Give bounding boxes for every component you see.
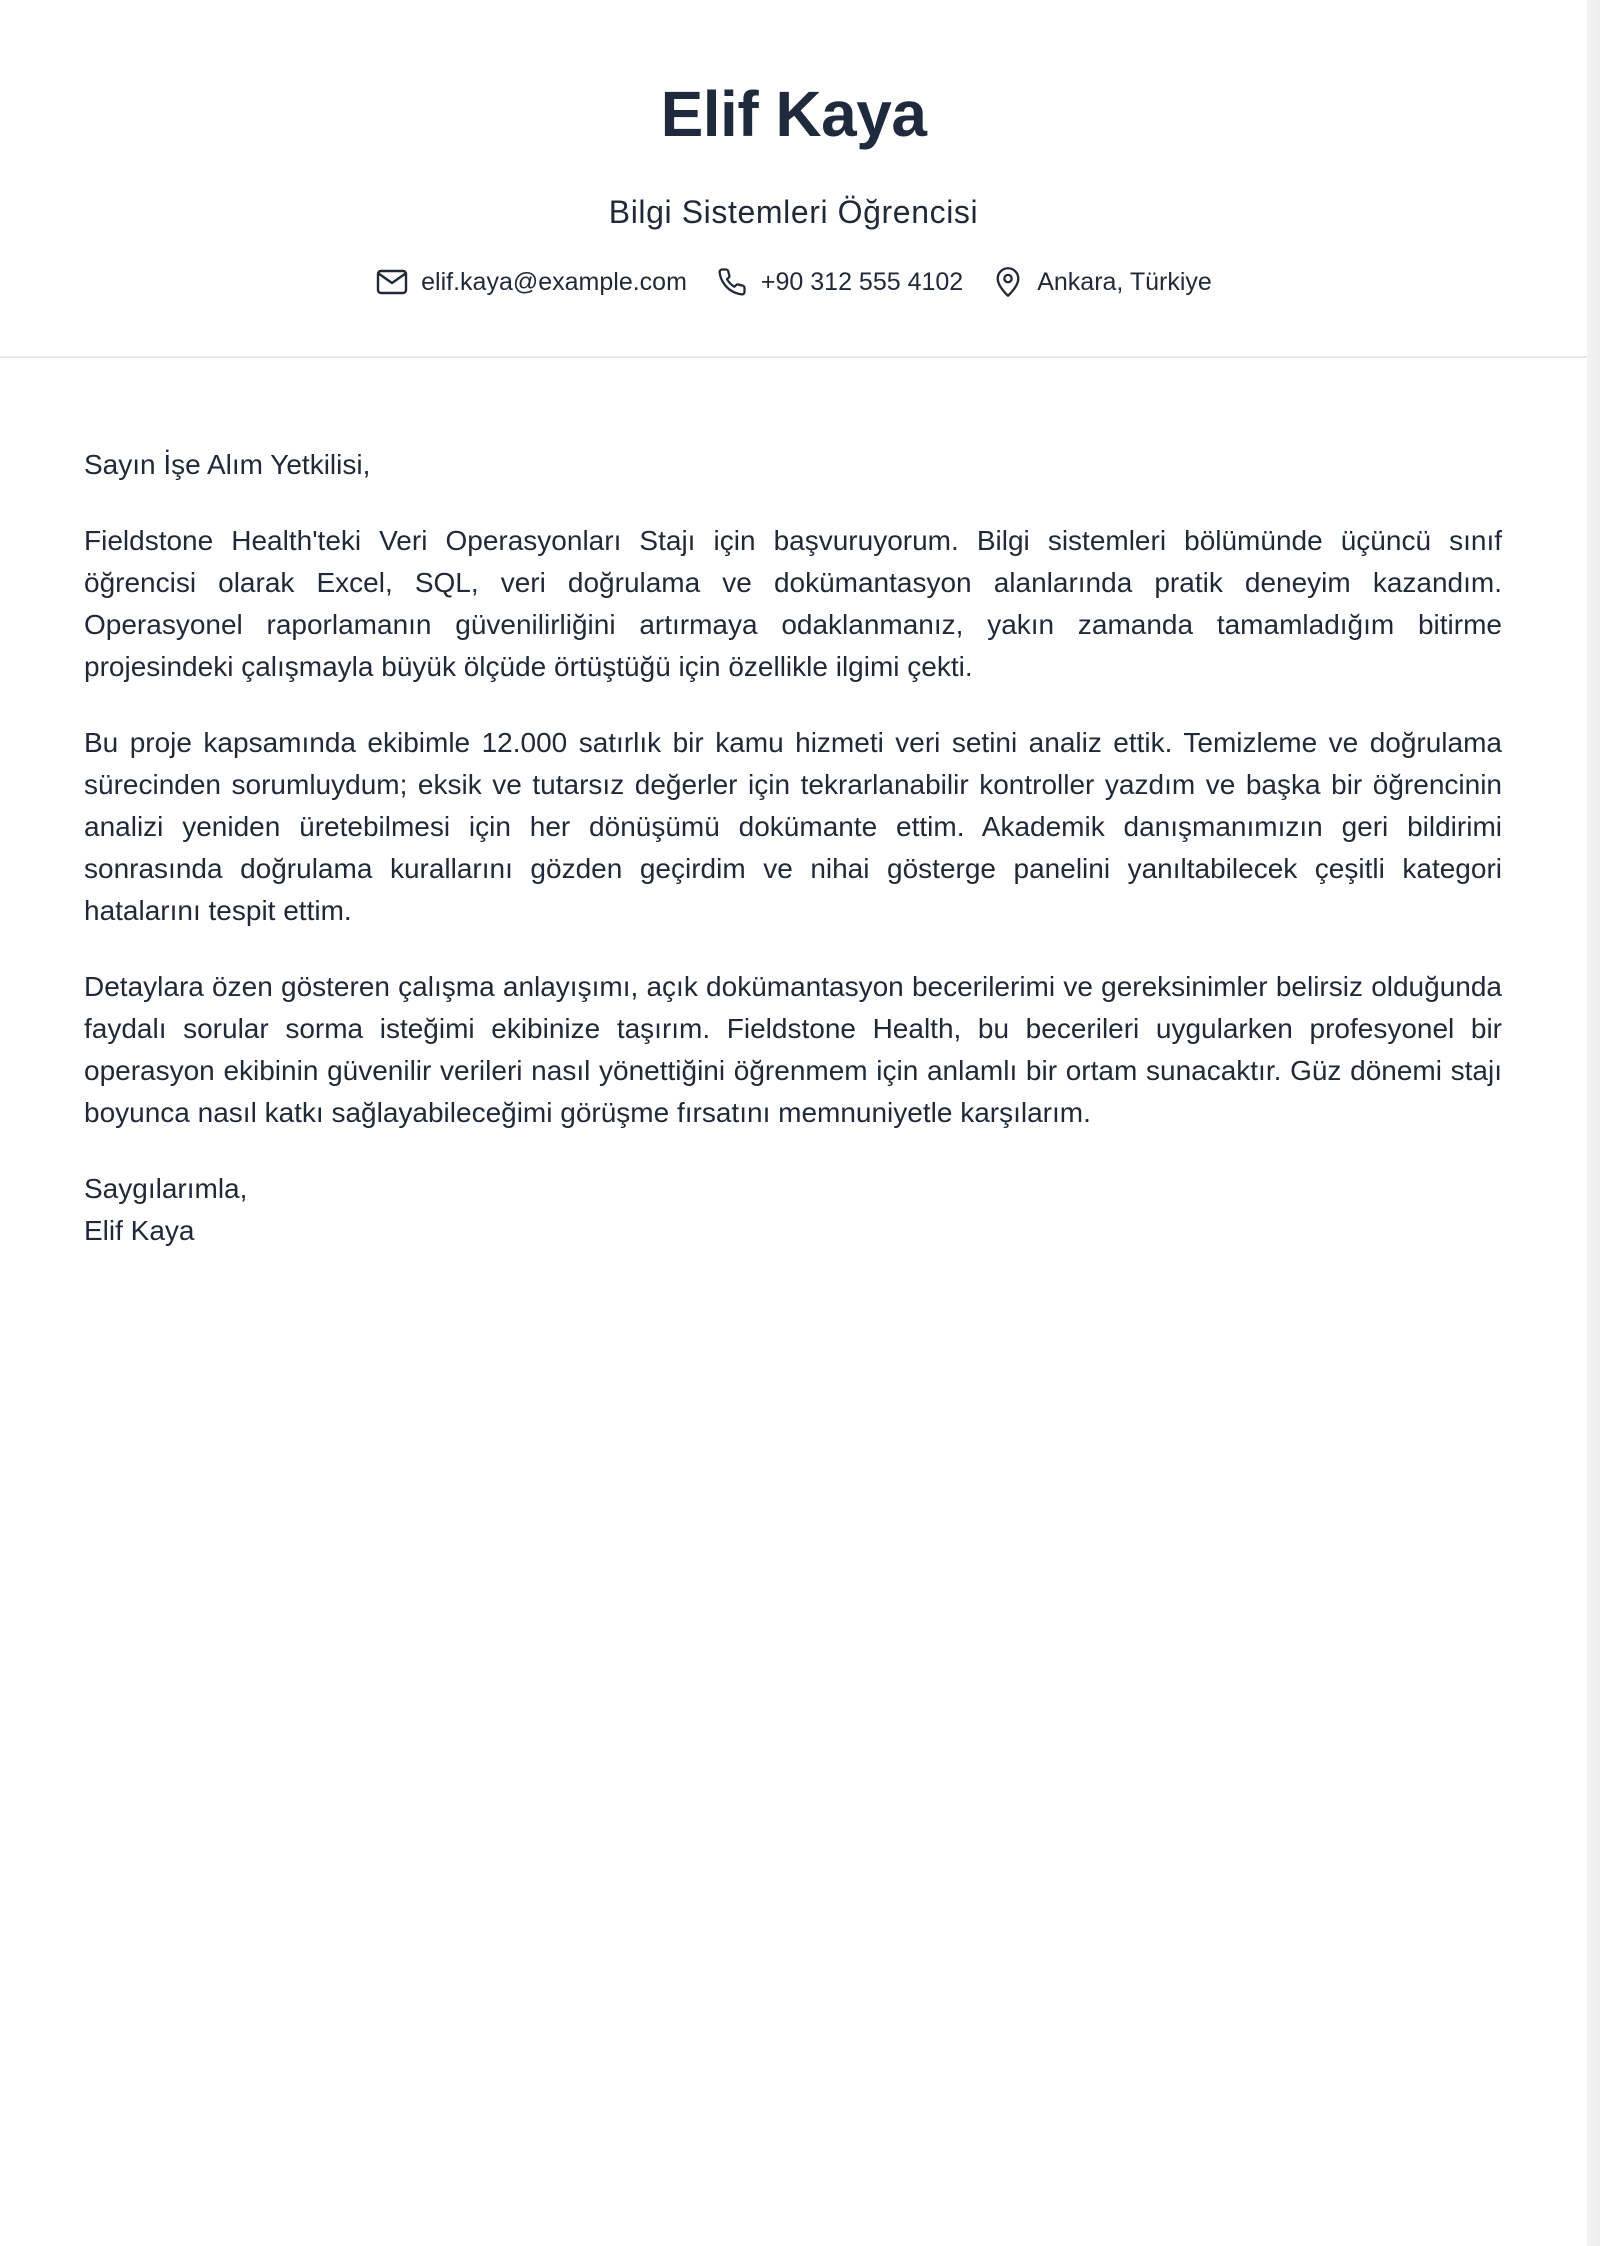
phone-text: +90 312 555 4102 — [760, 267, 964, 296]
applicant-name: Elif Kaya — [660, 78, 927, 150]
phone-icon — [715, 265, 749, 299]
letter-header — [0, 0, 1587, 358]
paragraph-3: Detaylara özen gösteren çalışma anlayışımı, açık dokümantasyon becerilerimi ve gereksinimler belirsiz olduğunda faydalı sorular sorma isteğimi ekibinize taşırım. Fieldstone Health, bu becerileri uygularken profesyonel bir operasyon ekibinin güvenilir verileri nasıl yönettiğini öğrenmem için anlamlı bir ortam sunacaktır. Güz dönemi stajı boyunca nasıl katkı sağlayabileceğimi görüşme fırsatını memnuniyetle karşılarım. — [84, 971, 1502, 1128]
applicant-role: Bilgi Sistemleri Öğrencisi — [608, 194, 979, 230]
paragraph-1: Fieldstone Health'teki Veri Operasyonları Stajı için başvuruyorum. Bilgi sistemleri bölümünde üçüncü sınıf öğrencisi olarak Excel, SQL, veri doğrulama ve dokümantasyon alanlarında pratik deneyim kazandım. Operasyonel raporlamanın güvenilirliğini artırmaya odaklanmanız, yakın zamanda tamamladığım bitirme projesindeki çalışmayla büyük ölçüde örtüştüğü için özellikle ilgimi çekti. — [84, 525, 1502, 682]
contact-email — [375, 265, 687, 299]
contact-phone — [715, 265, 963, 299]
paragraph-2: Bu proje kapsamında ekibimle 12.000 satırlık bir kamu hizmeti veri setini analiz ettik. Temizleme ve doğrulama sürecinden sorumluydum; eksik ve tutarsız değerler için tekrarlanabilir kontroller yazdım ve başka bir öğrencinin analizi yeniden üretebilmesi için her dönüşümü dokümante ettim. Akademik danışmanımızın geri bildirimi sonrasında doğrulama kurallarını gözden geçirdim ve nihai gösterge panelini yanıltabilecek çeşitli kategori hatalarını tespit ettim. — [84, 727, 1502, 926]
letter-body — [84, 444, 1502, 1252]
contact-location — [991, 265, 1212, 299]
closing: Saygılarımla, — [84, 1173, 248, 1204]
location-text: Ankara, Türkiye — [1037, 267, 1212, 296]
contact-info — [0, 262, 1587, 302]
signature: Elif Kaya — [84, 1215, 195, 1246]
email-text: elif.kaya@example.com — [421, 267, 687, 296]
page-edge — [1587, 0, 1600, 2246]
map-pin-icon — [991, 265, 1025, 299]
salutation: Sayın İşe Alım Yetkilisi, — [84, 449, 371, 480]
mail-icon — [375, 265, 409, 299]
